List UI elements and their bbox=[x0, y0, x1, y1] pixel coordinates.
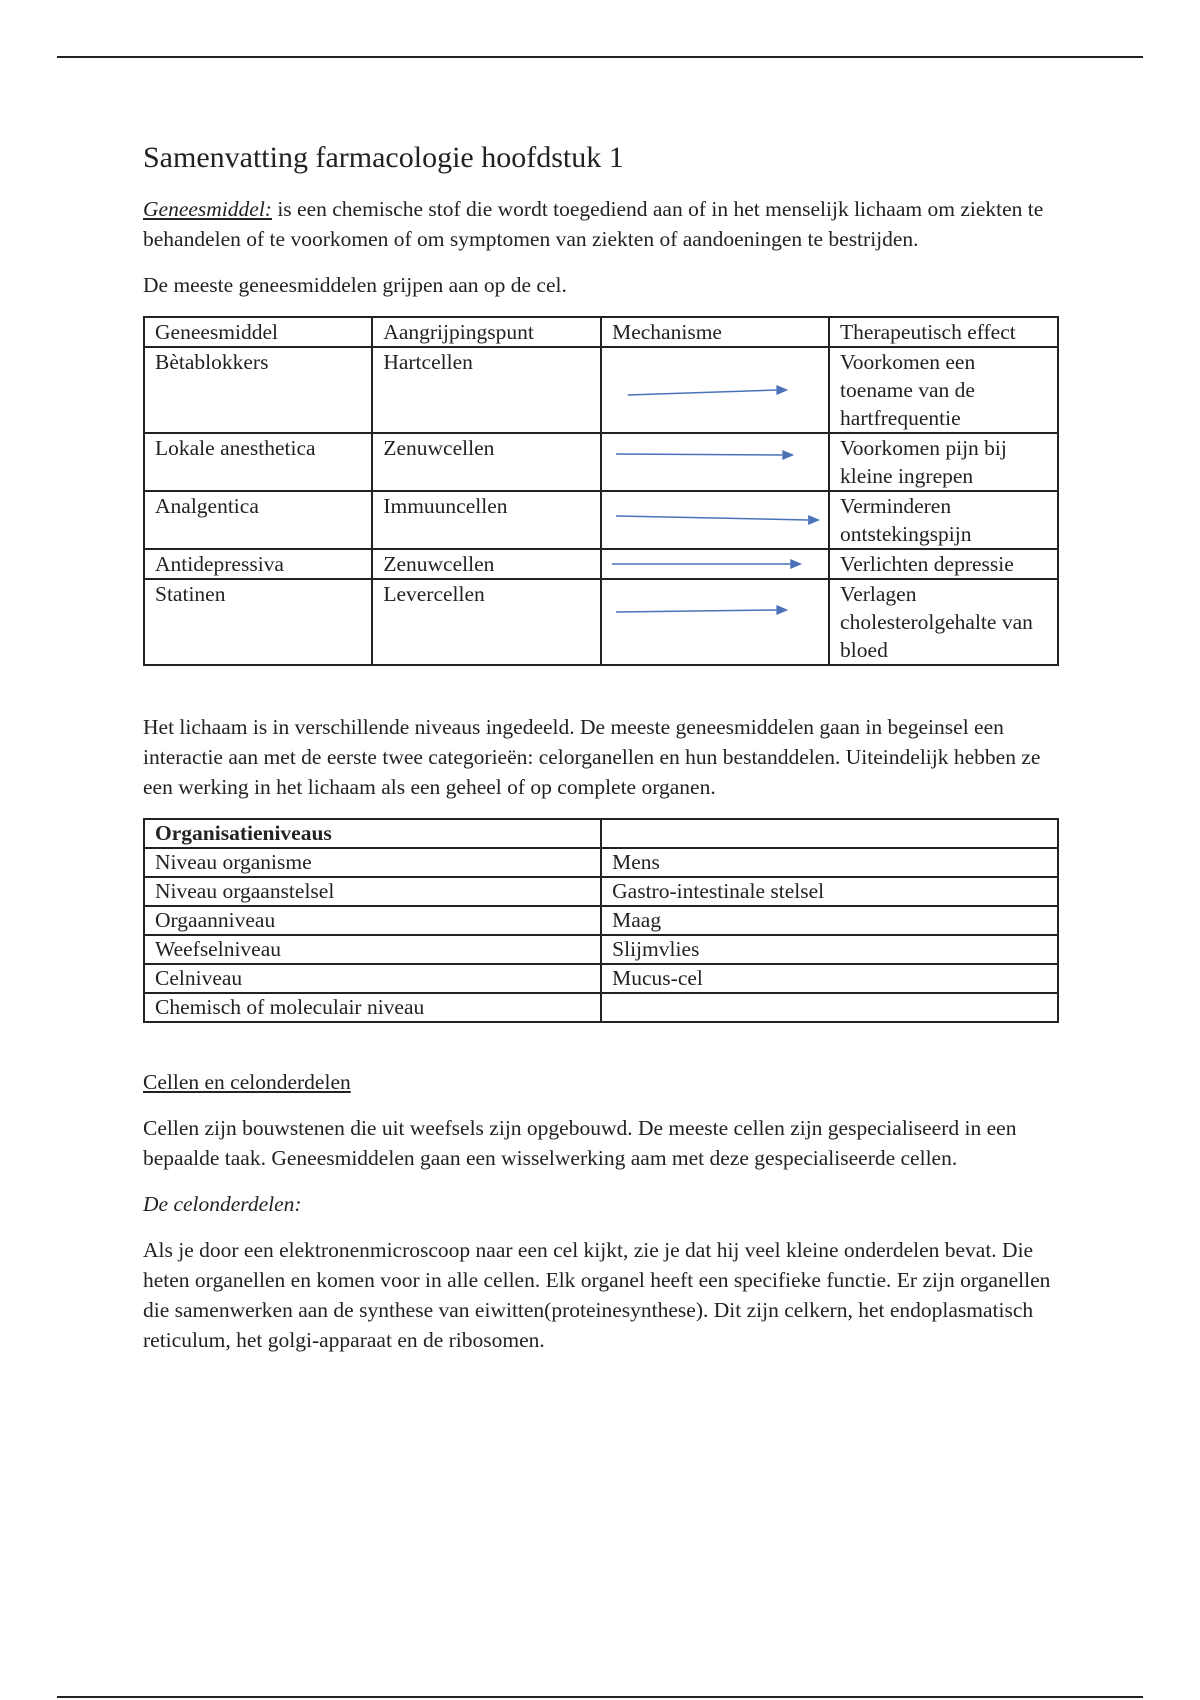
levels-header-cell: Organisatieniveaus bbox=[144, 819, 601, 848]
drug-cell: Antidepressiva bbox=[144, 549, 372, 579]
document-page bbox=[143, 140, 1063, 1371]
header-cell-drug: Geneesmiddel bbox=[144, 317, 372, 347]
table-row bbox=[144, 579, 1058, 665]
mechanism-cell bbox=[601, 433, 829, 491]
cells-heading bbox=[143, 1067, 1063, 1097]
mechanism-cell bbox=[601, 491, 829, 549]
effect-cell: Verlichten depressie bbox=[829, 549, 1058, 579]
target-cell: Zenuwcellen bbox=[372, 549, 601, 579]
example-cell: Mucus-cel bbox=[601, 964, 1058, 993]
target-cell: Immuuncellen bbox=[372, 491, 601, 549]
table-row bbox=[144, 877, 1058, 906]
example-cell bbox=[601, 993, 1058, 1022]
cells-heading-text: Cellen en celonderdelen bbox=[143, 1070, 351, 1094]
table-row bbox=[144, 964, 1058, 993]
table-row bbox=[144, 347, 1058, 433]
arrow-right-icon bbox=[602, 492, 828, 548]
level-cell: Niveau orgaanstelsel bbox=[144, 877, 601, 906]
page-title: Samenvatting farmacologie hoofdstuk 1 bbox=[143, 141, 624, 174]
table-row bbox=[144, 993, 1058, 1022]
header-rule bbox=[57, 56, 1143, 58]
definition-text: is een chemische stof die wordt toegediend aan of in het menselijk lichaam om ziekten te behandelen of te voorkomen of om symptomen van ziekten of aandoeningen te bestrijden. bbox=[143, 197, 1044, 251]
table-row bbox=[144, 549, 1058, 579]
arrow-right-icon bbox=[602, 348, 828, 432]
effect-cell: Verminderen ontstekingspijn bbox=[829, 491, 1058, 549]
table-header-row bbox=[144, 317, 1058, 347]
example-cell: Maag bbox=[601, 906, 1058, 935]
table-header-row bbox=[144, 819, 1058, 848]
level-cell: Niveau organisme bbox=[144, 848, 601, 877]
header-cell-effect: Therapeutisch effect bbox=[829, 317, 1058, 347]
drug-cell: Statinen bbox=[144, 579, 372, 665]
effect-cell: Voorkomen een toename van de hartfrequentie bbox=[829, 347, 1058, 433]
header-cell-target: Aangrijpingspunt bbox=[372, 317, 601, 347]
footer-rule bbox=[57, 1696, 1143, 1698]
example-cell: Mens bbox=[601, 848, 1058, 877]
table-row bbox=[144, 491, 1058, 549]
table-row bbox=[144, 906, 1058, 935]
definition-term: Geneesmiddel: bbox=[143, 197, 272, 221]
table-row bbox=[144, 848, 1058, 877]
mechanism-cell bbox=[601, 549, 829, 579]
table-row bbox=[144, 935, 1058, 964]
header-cell-mechanism: Mechanisme bbox=[601, 317, 829, 347]
arrow-right-icon bbox=[602, 580, 828, 664]
mechanism-cell bbox=[601, 347, 829, 433]
levels-paragraph: Het lichaam is in verschillende niveaus ingedeeld. De meeste geneesmiddelen gaan in begeinsel een interactie aan met de eerste twee categorieën: celorganellen en hun bestanddelen. Uiteindelijk hebben ze een werking in het lichaam als een geheel of op complete organen. bbox=[143, 715, 1041, 799]
drug-cell: Bètablokkers bbox=[144, 347, 372, 433]
level-cell: Orgaanniveau bbox=[144, 906, 601, 935]
target-cell: Levercellen bbox=[372, 579, 601, 665]
drug-cell: Lokale anesthetica bbox=[144, 433, 372, 491]
example-cell: Gastro-intestinale stelsel bbox=[601, 877, 1058, 906]
target-cell: Zenuwcellen bbox=[372, 433, 601, 491]
effect-cell: Verlagen cholesterolgehalte van bloed bbox=[829, 579, 1058, 665]
level-cell: Celniveau bbox=[144, 964, 601, 993]
target-cell: Hartcellen bbox=[372, 347, 601, 433]
cell-statement: De meeste geneesmiddelen grijpen aan op de cel. bbox=[143, 273, 567, 297]
drug-cell: Analgentica bbox=[144, 491, 372, 549]
table-row bbox=[144, 433, 1058, 491]
organelles-paragraph: Als je door een elektronenmicroscoop naar een cel kijkt, zie je dat hij veel kleine onderdelen bevat. Die heten organellen en komen voor in alle cellen. Elk organel heeft een specifieke functie. Er zijn organellen die samenwerken aan de synthese van eiwitten(proteinesynthese). Dit zijn celkern, het endoplasmatisch reticulum, het golgi-apparaat en de ribosomen. bbox=[143, 1238, 1051, 1352]
example-cell: Slijmvlies bbox=[601, 935, 1058, 964]
levels-header-example-cell bbox=[601, 819, 1058, 848]
arrow-right-icon bbox=[602, 434, 828, 490]
level-cell: Chemisch of moleculair niveau bbox=[144, 993, 601, 1022]
organisation-levels-table bbox=[143, 818, 1059, 1023]
effect-cell: Voorkomen pijn bij kleine ingrepen bbox=[829, 433, 1058, 491]
cells-paragraph: Cellen zijn bouwstenen die uit weefsels zijn opgebouwd. De meeste cellen zijn gespecialiseerd in een bepaalde taak. Geneesmiddelen gaan een wisselwerking aam met deze gespecialiseerde cellen. bbox=[143, 1116, 1017, 1170]
arrow-right-icon bbox=[602, 550, 828, 578]
mechanism-cell bbox=[601, 579, 829, 665]
definition-paragraph bbox=[143, 194, 1063, 254]
drug-mechanism-table bbox=[143, 316, 1059, 666]
level-cell: Weefselniveau bbox=[144, 935, 601, 964]
organelles-heading: De celonderdelen: bbox=[143, 1192, 302, 1216]
